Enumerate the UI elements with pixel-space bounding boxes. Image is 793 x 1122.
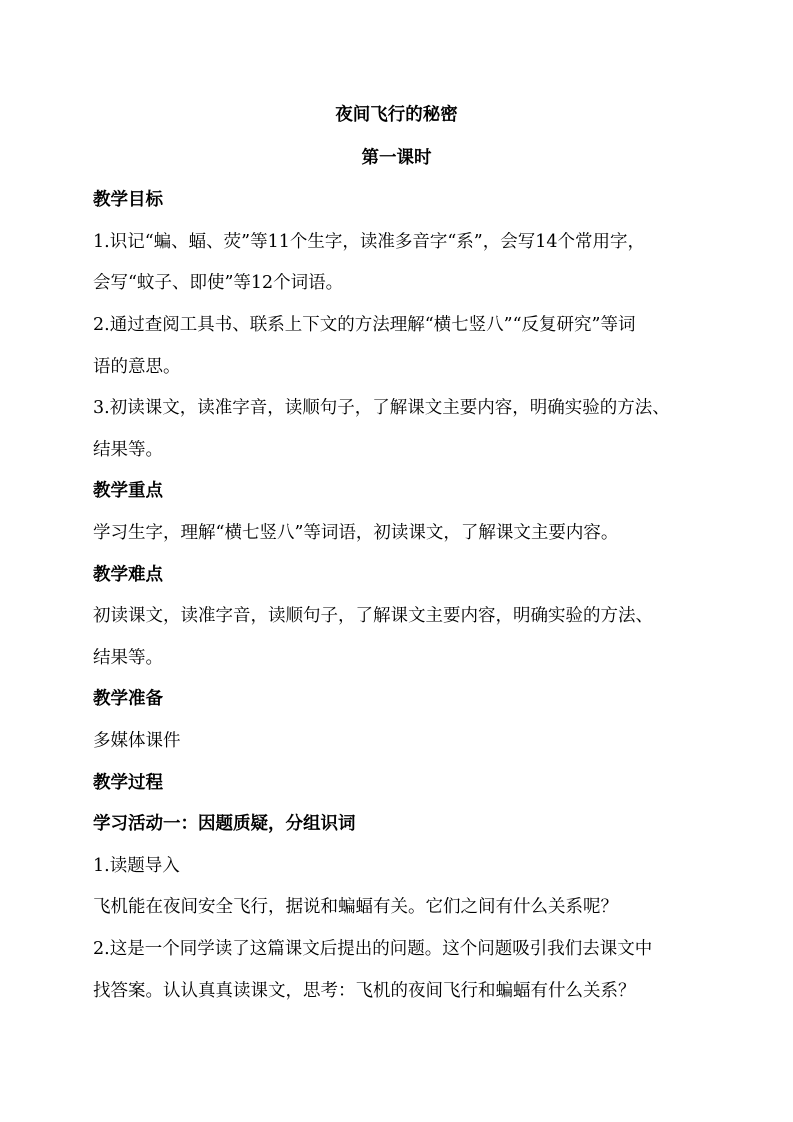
objective-item-1-line-1: 1.识记“蝙、蝠、荧”等11个生字，读准多音字“系”，会写14个常用字，	[93, 232, 646, 252]
process-step-2-line-1: 2.这是一个同学读了这篇课文后提出的问题。这个问题吸引我们去课文中	[93, 939, 653, 959]
process-step-1: 1.读题导入	[93, 856, 180, 876]
objective-item-3-line-2: 结果等。	[93, 440, 163, 460]
page-title: 夜间飞行的秘密	[335, 105, 458, 125]
page-subtitle: 第一课时	[361, 148, 432, 168]
section-heading-objectives: 教学目标	[93, 190, 163, 210]
section-heading-process: 教学过程	[93, 773, 163, 793]
process-step-1-text: 飞机能在夜间安全飞行，据说和蝙蝠有关。它们之间有什么关系呢？	[93, 897, 618, 917]
difficulties-line-2: 结果等。	[93, 648, 163, 668]
section-heading-difficulties: 教学难点	[93, 565, 163, 585]
section-heading-preparation: 教学准备	[93, 689, 163, 709]
objective-item-1-line-2: 会写“蚊子、即使”等12个词语。	[93, 273, 344, 293]
key-points-text: 学习生字，理解“横七竖八”等词语，初读课文，了解课文主要内容。	[93, 523, 619, 543]
activity-1-heading: 学习活动一：因题质疑，分组识词	[93, 814, 356, 834]
objective-item-2-line-2: 语的意思。	[93, 357, 181, 377]
objective-item-3-line-1: 3.初读课文，读准字音，读顺句子，了解课文主要内容，明确实验的方法、	[93, 398, 670, 418]
preparation-text: 多媒体课件	[93, 731, 181, 751]
objective-item-2-line-1: 2.通过查阅工具书、联系上下文的方法理解“横七竖八”“反复研究”等词	[93, 315, 636, 335]
difficulties-line-1: 初读课文，读准字音，读顺句子，了解课文主要内容，明确实验的方法、	[93, 606, 653, 626]
process-step-2-line-2: 找答案。认认真真读课文，思考：飞机的夜间飞行和蝙蝠有什么关系？	[93, 981, 636, 1001]
section-heading-key-points: 教学重点	[93, 481, 163, 501]
